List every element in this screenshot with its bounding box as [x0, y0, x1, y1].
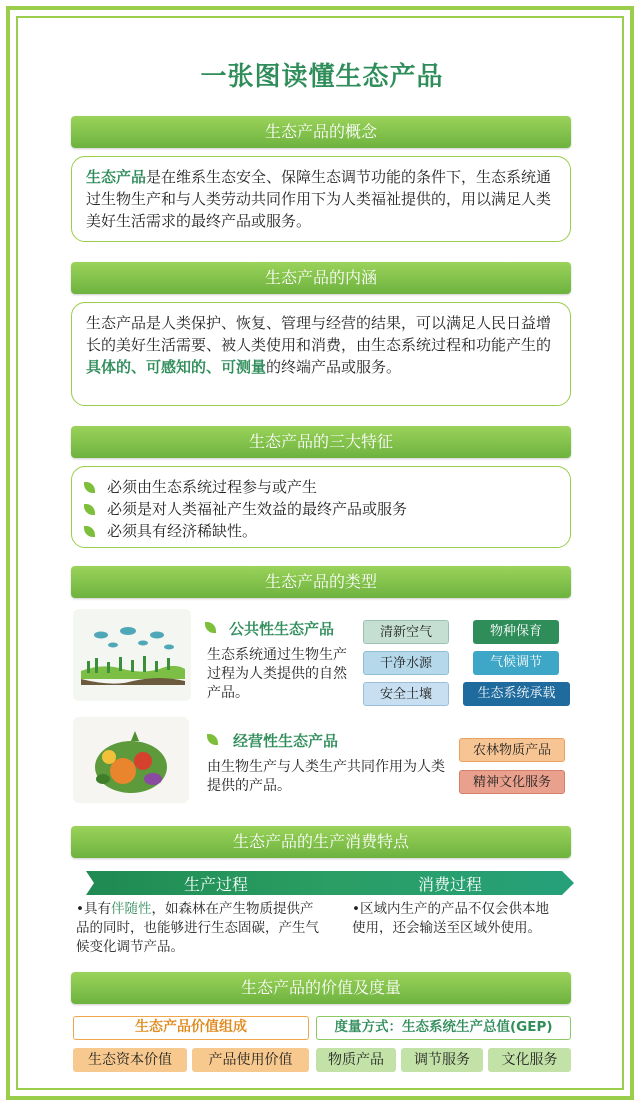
tag-clean-water: 干净水源 [363, 651, 449, 675]
tag-cultural-services: 精神文化服务 [459, 770, 565, 794]
connotation-heading: 生态产品的内涵 [71, 262, 571, 294]
production-process-title: 生产过程 [183, 875, 248, 894]
production-desc: •具有伴随性，如森林在产生物质提供产品的同时，也能够进行生态固碳，产生气候变化调节产品。 [76, 901, 319, 955]
public-product-desc: 生态系统通过生物生产过程为人类提供的自然产品。 [207, 647, 347, 701]
feature-item: 必须是对人类福祉产生效益的最终产品或服务 [84, 498, 407, 519]
leaf-icon [84, 482, 95, 493]
concept-box [71, 156, 571, 242]
public-product-title: 公共性生态产品 [229, 620, 335, 638]
page-title: 一张图读懂生态产品 [200, 62, 444, 92]
measure-method-label: 度量方式：生态系统生产总值(GEP) [316, 1016, 571, 1040]
tag-regulating-services: 调节服务 [401, 1048, 483, 1072]
connotation-text-before: 生态产品是人类保护、恢复、管理与经营的结果，可以满足人民日益增长的美好生活需要、被人类使用和消费，由生态系统过程和功能产生的 [86, 314, 552, 354]
feature-item: 必须具有经济稀缺性。 [84, 520, 257, 541]
concept-paragraph [86, 166, 558, 232]
consumption-desc: •区域内生产的产品不仅会供本地使用，还会输送至区域外使用。 [352, 901, 549, 936]
connotation-highlight: 具体的、可感知的、可测量 [86, 358, 267, 376]
value-heading: 生态产品的价值及度量 [71, 972, 571, 1004]
tag-species-conservation: 物种保育 [473, 620, 559, 644]
landscape-icon [73, 609, 191, 701]
production-heading: 生态产品的生产消费特点 [71, 826, 571, 858]
concept-term: 生态产品 [86, 168, 147, 186]
tag-fresh-air: 清新空气 [363, 620, 449, 644]
types-heading: 生态产品的类型 [71, 566, 571, 598]
business-product-title: 经营性生态产品 [233, 732, 339, 750]
value-composition-label: 生态产品价值组成 [73, 1016, 309, 1040]
connotation-box [71, 302, 571, 406]
tag-ecosystem-capacity: 生态系统承载 [463, 682, 570, 706]
tag-material-products: 物质产品 [316, 1048, 396, 1072]
connotation-paragraph [86, 312, 558, 378]
leaf-icon [84, 526, 95, 537]
tag-climate-regulation: 气候调节 [473, 651, 559, 675]
consumption-process-title: 消费过程 [417, 875, 482, 894]
connotation-text-after: 的终端产品或服务。 [266, 358, 402, 376]
produce-illustration [73, 717, 189, 803]
concept-heading: 生态产品的概念 [71, 116, 571, 148]
business-product-desc: 由生物生产与人类生产共同作用为人类提供的产品。 [207, 759, 445, 794]
leaf-icon [84, 504, 95, 515]
feature-item: 必须由生态系统过程参与或产生 [84, 476, 317, 497]
tag-cultural-services-value: 文化服务 [488, 1048, 571, 1072]
production-highlight: 伴随性 [110, 901, 152, 917]
features-heading: 生态产品的三大特征 [71, 426, 571, 458]
concept-text: 是在维系生态安全、保障生态调节功能的条件下，生态系统通过生物生产和与人类劳动共同作用下为人类福祉提供的，用以满足人类美好生活需求的最终产品或服务。 [86, 168, 552, 230]
tag-product-use-value: 产品使用价值 [192, 1048, 309, 1072]
tag-agri-products: 农林物质产品 [459, 738, 565, 762]
process-arrow [86, 871, 574, 895]
tag-safe-soil: 安全土壤 [363, 682, 449, 706]
produce-icon [73, 717, 189, 803]
tag-eco-capital-value: 生态资本价值 [73, 1048, 187, 1072]
landscape-illustration [73, 609, 191, 701]
